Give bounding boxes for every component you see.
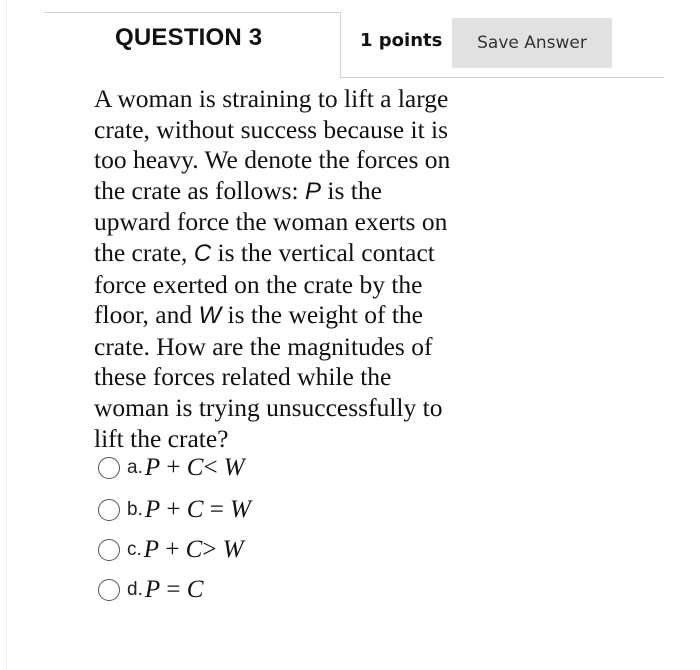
question-line: crate, without success because it is: [94, 114, 449, 144]
option-b-expression: P + C = W: [144, 496, 251, 523]
option-c-label: c.: [127, 539, 142, 560]
question-line: these forces related while the: [94, 362, 392, 392]
question-line: too heavy. We denote the forces on: [94, 145, 451, 175]
option-c[interactable]: [98, 535, 244, 565]
header-divider: [340, 12, 341, 78]
option-a-expression: P + C< W: [144, 454, 245, 481]
variable-c: C: [193, 239, 212, 267]
save-answer-button[interactable]: Save Answer: [452, 18, 612, 68]
question-title: QUESTION 3: [115, 24, 263, 51]
option-d-expression: P = C: [144, 576, 204, 603]
question-line: the crate, C is the vertical contact: [94, 237, 435, 267]
option-b-label: b.: [127, 499, 143, 520]
question-line: woman is trying unsuccessfully to: [94, 392, 443, 422]
radio-button-c[interactable]: [98, 539, 120, 561]
variable-w: W: [198, 302, 222, 330]
option-d-label: d.: [127, 579, 143, 600]
option-b[interactable]: [98, 495, 251, 525]
left-rule: [6, 0, 7, 670]
option-d[interactable]: [98, 575, 203, 605]
question-line: upward force the woman exerts on: [94, 207, 448, 237]
option-a[interactable]: [98, 453, 245, 483]
radio-button-b[interactable]: [98, 499, 120, 521]
option-a-label: a.: [127, 457, 143, 478]
question-line: the crate as follows: P is the: [94, 175, 382, 205]
question-line: crate. How are the magnitudes of: [94, 331, 433, 361]
radio-button-d[interactable]: [98, 579, 120, 601]
question-text: [94, 84, 484, 454]
question-line: force exerted on the crate by the: [94, 269, 423, 299]
variable-p: P: [305, 177, 322, 205]
radio-button-a[interactable]: [98, 457, 120, 479]
points-label: 1 points: [360, 30, 443, 51]
option-c-expression: P + C> W: [143, 536, 244, 563]
question-line: lift the crate?: [94, 423, 229, 453]
header-top-border: [44, 12, 340, 13]
question-line: A woman is straining to lift a large: [94, 84, 449, 113]
question-line: floor, and W is the weight of the: [94, 300, 423, 330]
header-underline: [340, 77, 664, 78]
